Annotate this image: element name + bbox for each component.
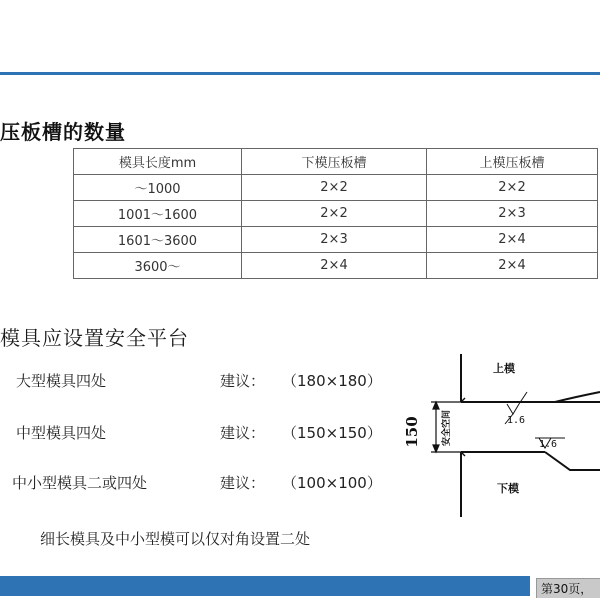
section-title-safety-platform: 模具应设置安全平台 <box>0 326 189 350</box>
recommendation-suggest: 建议： <box>220 372 266 390</box>
upper-die-label: 上模 <box>493 362 515 375</box>
cell-length: ～1000 <box>74 175 242 201</box>
section-title-clamp-slots: 压板槽的数量 <box>0 120 126 144</box>
note-text: 细长模具及中小型模可以仅对角设置二处 <box>40 530 311 548</box>
roughness-value-2: 1.6 <box>539 439 558 450</box>
cell-upper: 2×3 <box>427 201 598 227</box>
header-divider <box>0 72 600 75</box>
lower-die-step <box>545 452 600 470</box>
footer-bar <box>0 576 530 596</box>
table-row <box>74 201 598 227</box>
table-row <box>74 175 598 201</box>
table-row <box>74 227 598 253</box>
cell-lower: 2×2 <box>242 201 427 227</box>
table-header-row <box>74 149 598 175</box>
safety-platform-diagram <box>405 352 600 522</box>
header-die-length: 模具长度mm <box>74 149 242 175</box>
cell-lower: 2×3 <box>242 227 427 253</box>
header-upper-die-slots: 上模压板槽 <box>427 149 598 175</box>
recommendation-suggest: 建议： <box>220 424 266 442</box>
recommendation-medium <box>0 422 400 442</box>
cell-length: 3600～ <box>74 253 242 279</box>
clamp-slot-table <box>73 148 598 279</box>
recommendation-value: （150×150） <box>282 424 382 442</box>
recommendation-value: （180×180） <box>282 372 382 390</box>
lower-die-label: 下模 <box>497 482 519 495</box>
recommendation-label: 中小型模具二或四处 <box>12 474 148 492</box>
cell-length: 1001～1600 <box>74 201 242 227</box>
safety-space-label: 安全空间 <box>442 409 452 447</box>
cell-upper: 2×4 <box>427 227 598 253</box>
roughness-symbol-icon <box>507 404 519 414</box>
dimension-value: 150 <box>403 416 421 448</box>
recommendation-suggest: 建议： <box>220 474 266 492</box>
cell-lower: 2×4 <box>242 253 427 279</box>
cell-upper: 2×2 <box>427 175 598 201</box>
cell-upper: 2×4 <box>427 253 598 279</box>
header-lower-die-slots: 下模压板槽 <box>242 149 427 175</box>
recommendation-large <box>0 370 400 390</box>
cell-length: 1601～3600 <box>74 227 242 253</box>
table-row <box>74 253 598 279</box>
roughness-value-1: 1.6 <box>507 415 526 426</box>
hatch-marks <box>461 398 465 456</box>
upper-die-curve <box>555 392 600 402</box>
recommendation-value: （100×100） <box>282 474 382 492</box>
recommendation-label: 大型模具四处 <box>16 372 107 390</box>
page-number: 第30页， <box>536 578 600 598</box>
cell-lower: 2×2 <box>242 175 427 201</box>
recommendation-small <box>0 472 400 492</box>
recommendation-label: 中型模具四处 <box>16 424 107 442</box>
